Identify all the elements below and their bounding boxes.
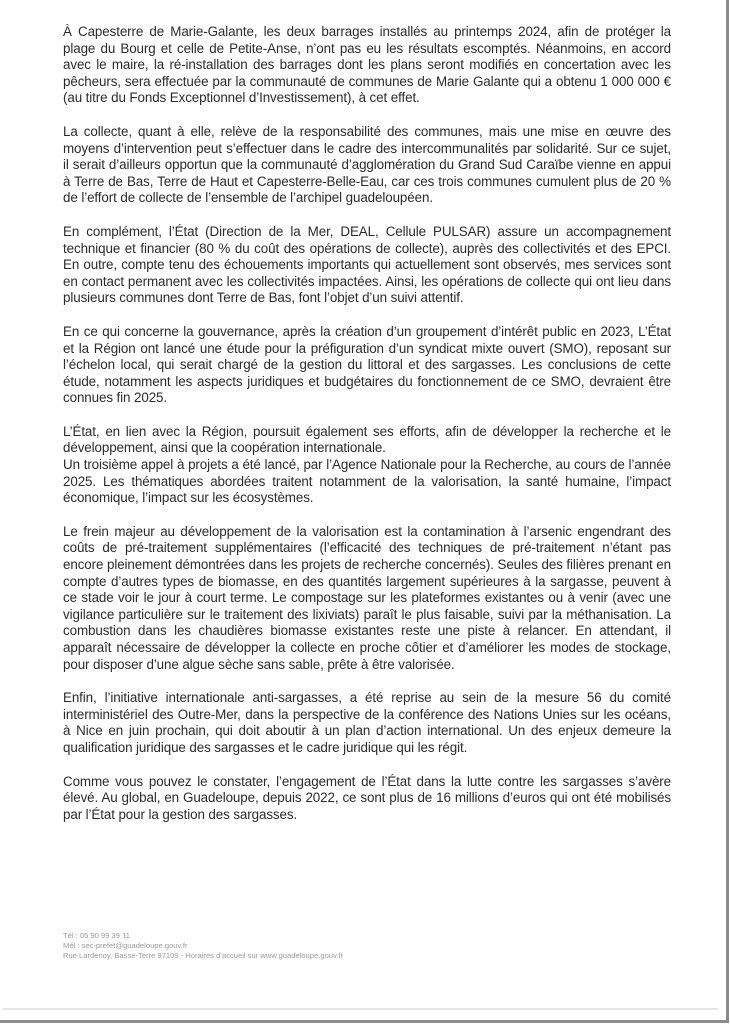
paragraph-appel-projets: Un troisième appel à projets a été lancé, par l’Agence Nationale pour la Recherche, au cours de l’année 2025. Les thématiques abordées traitent notamment de la valorisation, la santé humaine, l’impact économique, l’impact sur les écosystèmes. [63,457,671,506]
footer-email[interactable]: Mél : sec-prefet@guadeloupe.gouv.fr [63,941,188,950]
footer-address: Rue Lardenoy, Basse-Terre 97109 - Horaires d’accueil sur www.guadeloupe.gouv.fr [63,951,343,960]
paragraph-complement-etat: En complément, l’État (Direction de la Mer, DEAL, Cellule PULSAR) assure un accompagnement technique et financier (80 % du coût des opérations de collecte), auprès des collectivités et des EPCI. En outre, compte tenu des échouements importants qui actuellement sont observés, mes services sont en contact permanent avec les collectivités impactées. Ainsi, les opérations de collecte qui ont lieu dans plusieurs communes dont Terre de Bas, font l’objet d’un suivi attentif. [63,223,671,306]
contact-footer [63,931,343,961]
paragraph-gouvernance: En ce qui concerne la gouvernance, après la création d’un groupement d’intérêt public en 2023, L’État et la Région ont lancé une étude pour la préfiguration d’un syndicat mixte ouvert (SMO), reposant sur l’échelon local, qui serait chargé de la gestion du littoral et des sargasses. Les conclusions de cette étude, notamment les aspects juridiques et budgétaires du fonctionnement de ce SMO, devraient être connues fin 2025. [63,323,671,406]
letter-body [63,24,671,840]
paragraph-initiative-internationale: Enfin, l’initiative internationale anti-sargasses, a été reprise au sein de la mesure 56 du comité interministériel des Outre-Mer, dans la perspective de la conférence des Nations Unies sur les océans, à Nice en juin prochain, qui doit aboutir à un plan d’action international. Un des enjeux demeure la qualification juridique des sargasses et le cadre juridique qui les régit. [63,690,671,755]
footer-phone: Tél : 05 90 99 39 11 [63,931,130,940]
paragraph-recherche: L’État, en lien avec la Région, poursuit également ses efforts, afin de développer la recherche et le développement, ainsi que la coopération internationale. [63,423,671,456]
paragraph-barrages: À Capesterre de Marie-Galante, les deux barrages installés au printemps 2024, afin de protéger la plage du Bourg et celle de Petite-Anse, n’ont pas eu les résultats escomptés. Néanmoins, en accord avec le maire, la ré-installation des barrages dont les plans seront modifiés en concertation avec les pêcheurs, sera effectuée par la communauté de communes de Marie Galante qui a obtenu 1 000 000 € (au titre du Fonds Exceptionnel d’Investissement), à cet effet. [63,24,671,106]
paragraph-conclusion: Comme vous pouvez le constater, l’engagement de l’État dans la lutte contre les sargasses s’avère élevé. Au global, en Guadeloupe, depuis 2022, ce sont plus de 16 millions d’euros qui ont été mobilisés par l’État pour la gestion des sargasses. [63,773,671,822]
paragraph-collecte: La collecte, quant à elle, relève de la responsabilité des communes, mais une mise en œuvre des moyens d’intervention peut s’effectuer dans le cadre des intercommunalités par solidarité. Sur ce sujet, il serait d’ailleurs opportun que la communauté d’agglomération du Grand Sud Caraïbe vienne en appui à Terre de Bas, Terre de Haut et Capesterre-Belle-Eau, car ces trois communes cumulent plus de 20 % de l’effort de collecte de l’ensemble de l’archipel guadeloupéen. [63,123,671,206]
paragraph-valorisation: Le frein majeur au développement de la valorisation est la contamination à l’arsenic engendrant des coûts de pré-traitement supplémentaires (l’efficacité des techniques de pré-traitement n’étant pas encore pleinement démontrées dans les projets de recherche concernés). Seules des filières prenant en compte d’autres types de biomasse, en des quantités largement supérieures à la sargasse, peuvent à ce stade voir le jour à court terme. Le compostage sur les plateformes existantes ou à venir (avec une vigilance particulière sur le traitement des lixiviats) paraît le plus faisable, suivi par la méthanisation. La combustion dans les chaudières biomasse existantes reste une piste à relancer. En attendant, il apparaît nécessaire de développer la collecte en proche côtier et d’améliorer les modes de stockage, pour disposer d’une algue sèche sans sable, prête à être valorisée. [63,523,671,672]
page-bottom-divider [3,1008,718,1010]
